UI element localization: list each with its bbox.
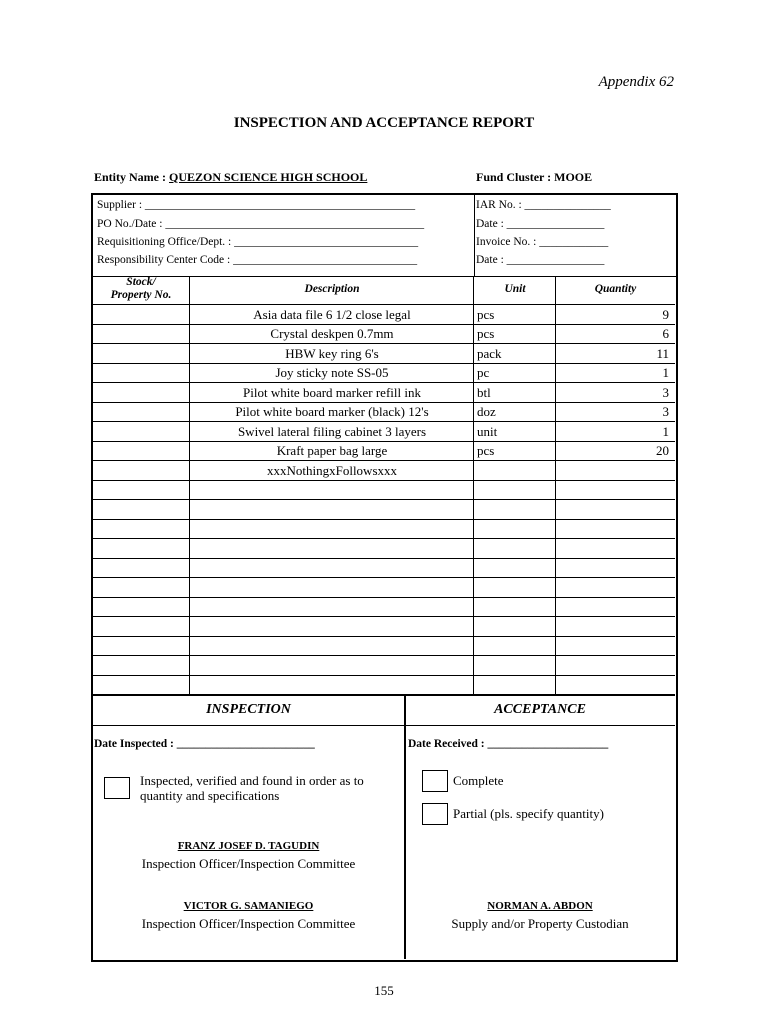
- row-unit: [477, 461, 555, 480]
- table-bottom-rule: [93, 695, 675, 696]
- row-quantity: 1: [662, 365, 669, 380]
- date-received-field: Date Received : _____________________: [408, 738, 609, 750]
- row-quantity: 11: [656, 346, 669, 361]
- section-title-rule: [93, 725, 675, 726]
- page-number: 155: [374, 983, 394, 998]
- table-column-divider: [555, 276, 556, 694]
- col-header-quantity: Quantity: [594, 283, 637, 295]
- table-column-divider: [189, 276, 190, 694]
- col-header-stock: [93, 276, 189, 302]
- inspected-label-line2: quantity and specifications: [140, 788, 280, 803]
- table-row-rule: [93, 499, 675, 500]
- table-row-rule: [93, 577, 675, 578]
- row-description: Joy sticky note SS-05: [275, 365, 389, 380]
- row-quantity: 9: [662, 307, 669, 322]
- table-row-rule: [93, 519, 675, 520]
- row-description: HBW key ring 6's: [285, 346, 379, 361]
- po-date-field: PO No./Date : _____________________________________________: [97, 218, 425, 230]
- custodian-name: NORMAN A. ABDON: [487, 900, 593, 912]
- row-quantity: [557, 461, 669, 480]
- complete-checkbox[interactable]: [422, 770, 448, 792]
- appendix-label: Appendix 62: [598, 74, 674, 90]
- col-header-description: Description: [304, 283, 360, 295]
- partial-checkbox[interactable]: [422, 803, 448, 825]
- invoice-date-field: Date : _________________: [476, 254, 605, 266]
- supplier-field: Supplier : _______________________________________________: [97, 199, 416, 211]
- table-row-rule: [93, 558, 675, 559]
- partial-label: Partial (pls. specify quantity): [453, 806, 604, 821]
- row-description: Swivel lateral filing cabinet 3 layers: [237, 424, 427, 439]
- row-quantity: 3: [662, 404, 669, 419]
- row-unit: pcs: [477, 307, 495, 322]
- entity-name: [94, 170, 367, 185]
- inspector2-title: Inspection Officer/Inspection Committee: [141, 916, 356, 931]
- acceptance-title: ACCEPTANCE: [494, 702, 586, 717]
- custodian-title: Supply and/or Property Custodian: [451, 916, 629, 931]
- inspector2-name: VICTOR G. SAMANIEGO: [183, 900, 314, 912]
- row-unit: doz: [477, 404, 496, 419]
- row-description: Crystal deskpen 0.7mm: [270, 326, 394, 341]
- row-unit: pcs: [477, 443, 495, 458]
- entity-name-value: QUEZON SCIENCE HIGH SCHOOL: [169, 170, 368, 184]
- table-row-rule: [93, 636, 675, 637]
- table-row-rule: [93, 597, 675, 598]
- row-unit: pcs: [477, 326, 495, 341]
- requisitioning-office-field: Requisitioning Office/Dept. : ________________________________: [97, 236, 419, 248]
- report-title: INSPECTION AND ACCEPTANCE REPORT: [233, 115, 535, 131]
- row-unit: pack: [477, 346, 502, 361]
- table-row-rule: [93, 675, 675, 676]
- col-header-unit: Unit: [504, 283, 526, 295]
- col-header-stock-line2: Property No.: [110, 289, 172, 301]
- inspected-label: [140, 773, 400, 803]
- table-row-rule: [93, 616, 675, 617]
- iar-no-field: IAR No. : _______________: [476, 199, 611, 211]
- inspection-title: INSPECTION: [206, 702, 291, 717]
- inspected-label-line1: Inspected, verified and found in order as to: [140, 773, 364, 788]
- row-quantity: 20: [656, 443, 669, 458]
- inspector1-name: FRANZ JOSEF D. TAGUDIN: [177, 840, 320, 852]
- table-column-divider: [473, 276, 474, 694]
- row-quantity: 1: [662, 424, 669, 439]
- col-header-stock-line1: Stock/: [126, 276, 156, 288]
- inspected-checkbox[interactable]: [104, 777, 130, 799]
- row-description: Pilot white board marker refill ink: [243, 385, 421, 400]
- complete-label: Complete: [453, 773, 504, 788]
- entity-name-label: Entity Name :: [94, 170, 166, 184]
- responsibility-center-field: Responsibility Center Code : ________________________________: [97, 254, 418, 266]
- row-unit: pc: [477, 365, 490, 380]
- iar-date-field: Date : _________________: [476, 218, 605, 230]
- row-quantity: 6: [662, 326, 669, 341]
- row-description: Pilot white board marker (black) 12's: [235, 404, 429, 419]
- date-inspected-field: Date Inspected : ________________________: [94, 738, 315, 750]
- row-description: Kraft paper bag large: [276, 443, 388, 458]
- row-unit: btl: [477, 385, 491, 400]
- meta-divider: [474, 195, 475, 276]
- row-quantity: 3: [662, 385, 669, 400]
- table-row-rule: [93, 538, 675, 539]
- row-unit: unit: [477, 424, 498, 439]
- row-description: xxxNothingxFollowsxxx: [266, 463, 397, 478]
- invoice-no-field: Invoice No. : ____________: [476, 236, 609, 248]
- fund-cluster: Fund Cluster : MOOE: [476, 170, 593, 184]
- table-row-rule: [93, 655, 675, 656]
- row-description: Asia data file 6 1/2 close legal: [253, 307, 411, 322]
- inspector1-title: Inspection Officer/Inspection Committee: [141, 856, 356, 871]
